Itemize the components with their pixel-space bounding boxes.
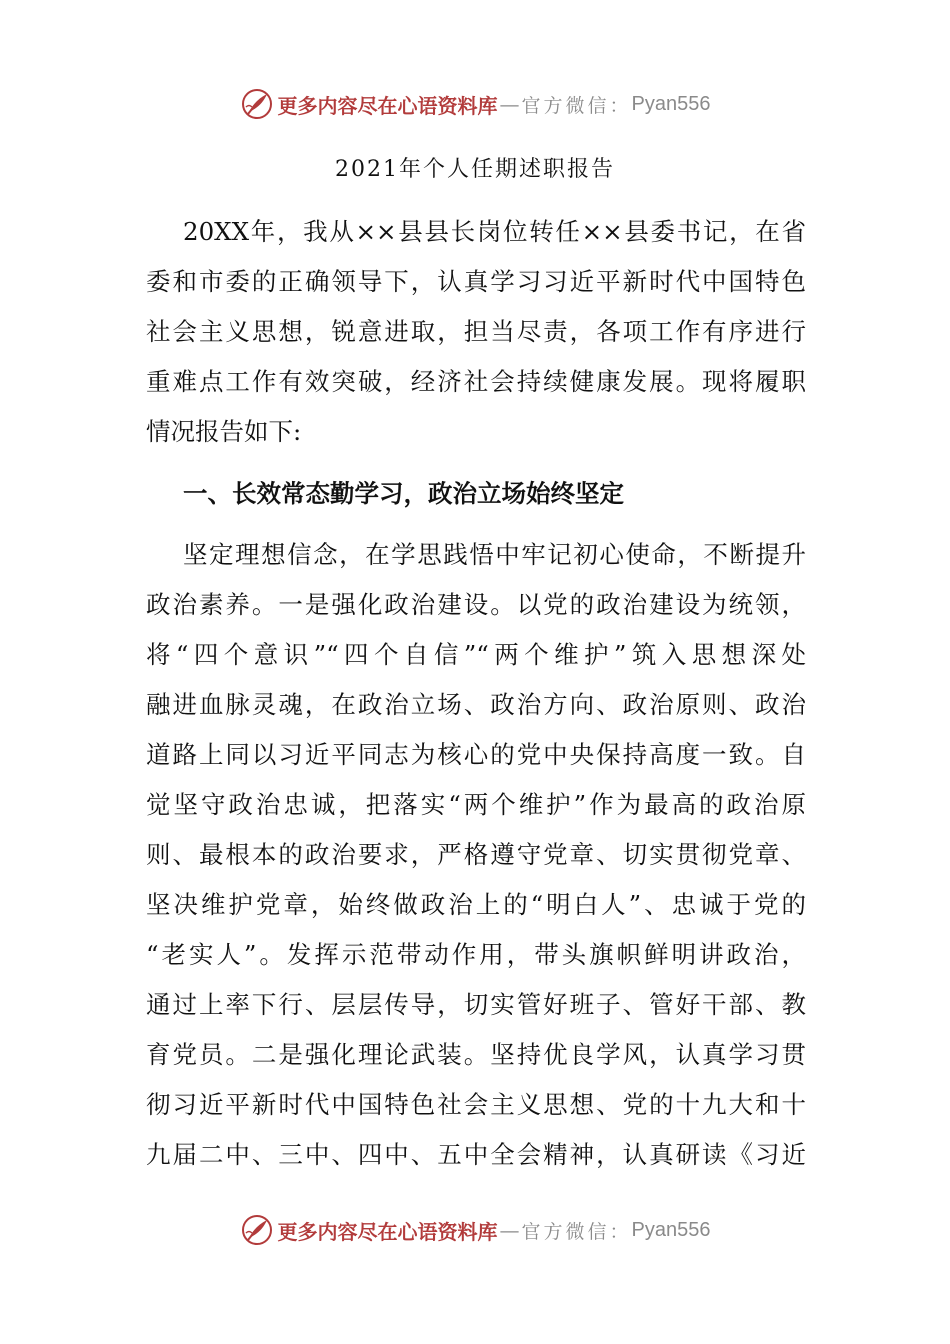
section-heading-1: 一、长效常态勤学习，政治立场始终坚定 — [183, 479, 624, 508]
paragraph2-line-2: 政治素养。一是强化政治建设。以党的政治建设为统领， — [146, 590, 806, 619]
paragraph1-line-4: 重难点工作有效突破，经济社会持续健康发展。现将履职 — [146, 367, 806, 396]
paragraph2-line-13: 九届二中、三中、四中、五中全会精神，认真研读《习近 — [146, 1140, 806, 1169]
watermark-wechat-id: Pyan556 — [631, 1218, 711, 1241]
document-title: 2021年个人任期述职报告 — [335, 157, 615, 182]
paragraph2-line-1: 坚定理想信念，在学思践悟中牢记初心使命，不断提升 — [183, 540, 806, 569]
paragraph2-line-11: 育党员。二是强化理论武装。坚持优良学风，认真学习贯 — [146, 1040, 806, 1069]
paragraph2-line-8: 坚决维护党章，始终做政治上的“明白人”、忠诚于党的 — [146, 890, 806, 919]
watermark-banner-bottom — [0, 1210, 950, 1250]
watermark-brand-text: 更多内容尽在心语资料库 — [277, 1219, 498, 1244]
watermark-official-label: 官方微信： — [521, 1220, 632, 1243]
paragraph2-line-3: 将“四个意识”“四个自信”“两个维护”筑入思想深处 — [146, 640, 806, 669]
paragraph2-line-6: 觉坚守政治忠诚，把落实“两个维护”作为最高的政治原 — [146, 790, 806, 819]
watermark-official-label: 官方微信： — [521, 94, 632, 117]
paragraph1-line-3: 社会主义思想，锐意进取，担当尽责，各项工作有序进行 — [146, 317, 806, 346]
paragraph2-line-10: 通过上率下行、层层传导，切实管好班子、管好干部、教 — [146, 990, 806, 1019]
paragraph2-line-9: “老实人”。发挥示范带动作用，带头旗帜鲜明讲政治， — [146, 940, 806, 969]
watermark-dash: — — [499, 1218, 520, 1242]
quill-pen-logo-icon — [240, 87, 274, 121]
watermark-dash: — — [499, 92, 520, 116]
watermark-wechat-id: Pyan556 — [631, 92, 711, 115]
paragraph1-line-2: 委和市委的正确领导下，认真学习习近平新时代中国特色 — [146, 267, 806, 296]
paragraph2-line-12: 彻习近平新时代中国特色社会主义思想、党的十九大和十 — [146, 1090, 806, 1119]
watermark-brand-text: 更多内容尽在心语资料库 — [277, 93, 498, 118]
paragraph1-line-5: 情况报告如下: — [146, 417, 302, 446]
watermark-banner-top — [0, 84, 950, 124]
paragraph2-line-4: 融进血脉灵魂，在政治立场、政治方向、政治原则、政治 — [146, 690, 806, 719]
paragraph2-line-7: 则、最根本的政治要求，严格遵守党章、切实贯彻党章、 — [146, 840, 806, 869]
quill-pen-logo-icon — [240, 1213, 274, 1247]
paragraph2-line-5: 道路上同以习近平同志为核心的党中央保持高度一致。自 — [146, 740, 806, 769]
paragraph1-line-1: 20XX年，我从××县县长岗位转任××县委书记，在省 — [183, 217, 806, 246]
